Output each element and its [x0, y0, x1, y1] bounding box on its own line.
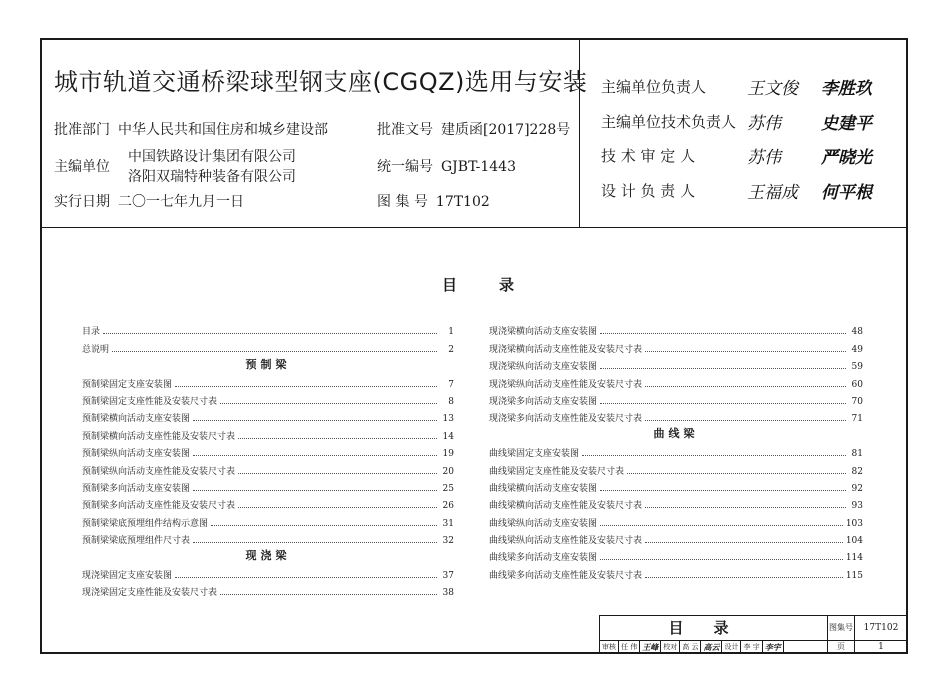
toc-entry-label: 预制梁梁底预埋组件尺寸表 — [82, 536, 191, 547]
toc-entry[interactable] — [489, 407, 863, 424]
toc-entry-label: 目录 — [82, 327, 101, 338]
toc-entry-label: 预制梁多向活动支座安装图 — [82, 483, 191, 494]
approval-doc-value: 建质函[2017]228号 — [441, 122, 571, 138]
toc-entry[interactable] — [82, 494, 454, 511]
toc-leader-dots — [211, 525, 437, 526]
toc-section-heading: 曲线梁 — [653, 427, 699, 441]
editor-unit-2: 洛阳双瑞特种装备有限公司 — [128, 169, 296, 185]
toc-leader-dots — [645, 386, 846, 387]
toc-entry-label: 预制梁多向活动支座性能及安装尺寸表 — [82, 501, 236, 512]
toc-entry-label: 预制梁固定支座安装图 — [82, 379, 173, 390]
toc-entry[interactable] — [82, 424, 454, 441]
toc-entry-label: 预制梁梁底预埋组件结构示意图 — [82, 518, 209, 529]
toc-entry-page: 7 — [448, 379, 454, 390]
toc-leader-dots — [582, 455, 846, 456]
toc-entry-page: 71 — [851, 414, 863, 425]
approval-dept-value: 中华人民共和国住房和城乡建设部 — [118, 122, 328, 138]
toc-leader-dots — [193, 455, 437, 456]
atlas-title: 城市轨道交通桥梁球型钢支座(CGQZ)选用与安装 — [54, 68, 588, 96]
toc-entry-page: 38 — [442, 588, 454, 599]
toc-entry-label: 总说明 — [82, 344, 110, 355]
signature: 苏伟 — [747, 114, 781, 134]
signoff-text: 李 宇 — [741, 641, 762, 653]
toc-entry-label: 曲线梁固定支座安装图 — [489, 449, 580, 460]
toc-entry[interactable] — [489, 529, 863, 546]
toc-entry-label: 现浇梁横向活动支座安装图 — [489, 327, 598, 338]
toc-entry-label: 现浇梁固定支座安装图 — [82, 570, 173, 581]
toc-leader-dots — [600, 403, 846, 404]
toc-entry[interactable] — [489, 511, 863, 528]
toc-entry[interactable] — [489, 546, 863, 563]
toc-entry-page: 49 — [851, 344, 863, 355]
toc-entry[interactable] — [489, 563, 863, 580]
toc-leader-dots — [627, 473, 846, 474]
toc-entry-page: 60 — [851, 379, 863, 390]
toc-entry[interactable] — [82, 529, 454, 546]
approval-dept-label: 批准部门 — [54, 122, 110, 138]
toc-entry-label: 曲线梁纵向活动支座安装图 — [489, 518, 598, 529]
unified-no-value: GJBT-1443 — [441, 159, 516, 175]
signature: 王文俊 — [747, 79, 798, 99]
toc-leader-dots — [600, 368, 846, 369]
toc-entry-label: 预制梁固定支座性能及安装尺寸表 — [82, 396, 218, 407]
toc-leader-dots — [600, 559, 843, 560]
signature: 史建平 — [821, 114, 872, 134]
approval-doc-label: 批准文号 — [377, 122, 433, 138]
title-block-page-label: 页 — [828, 641, 855, 653]
title-block-atlas-label: 图集号 — [828, 616, 855, 641]
toc-entry-page: 26 — [442, 501, 454, 512]
toc-leader-dots — [645, 420, 846, 421]
editor-unit-1: 中国铁路设计集团有限公司 — [128, 149, 296, 165]
drawing-frame — [40, 38, 908, 654]
toc-leader-dots — [645, 351, 846, 352]
toc-entry-label: 预制梁纵向活动支座性能及安装尺寸表 — [82, 466, 236, 477]
effective-date — [54, 191, 244, 211]
toc-section-heading: 现浇梁 — [245, 549, 291, 563]
toc-leader-dots — [645, 577, 843, 578]
toc-entry-page: 92 — [851, 483, 863, 494]
atlas-no-label: 图 集 号 — [377, 194, 428, 210]
title-block — [599, 615, 907, 653]
title-block-atlas-no: 17T102 — [855, 616, 907, 641]
toc-entry-page: 81 — [851, 449, 863, 460]
toc-entry-label: 预制梁纵向活动支座安装图 — [82, 449, 191, 460]
toc-entry-page: 70 — [851, 396, 863, 407]
toc-entry-page: 32 — [442, 536, 454, 547]
toc-entry-page: 115 — [845, 570, 863, 581]
effective-date-value: 二〇一七年九月一日 — [118, 194, 244, 210]
toc-leader-dots — [193, 542, 437, 543]
toc-leader-dots — [175, 577, 437, 578]
toc-entry-label: 现浇梁纵向活动支座性能及安装尺寸表 — [489, 379, 643, 390]
toc-column-right — [489, 320, 863, 581]
toc-leader-dots — [193, 420, 437, 421]
toc-entry-label: 现浇梁多向活动支座性能及安装尺寸表 — [489, 414, 643, 425]
toc-entry-label: 曲线梁纵向活动支座性能及安装尺寸表 — [489, 536, 643, 547]
toc-entry[interactable] — [82, 320, 454, 337]
toc-leader-dots — [112, 351, 437, 352]
toc-entry[interactable] — [82, 581, 454, 598]
signoff-text: 高 云 — [680, 641, 701, 653]
toc-entry[interactable] — [82, 459, 454, 476]
toc-entry[interactable] — [82, 442, 454, 459]
toc-entry-page: 82 — [851, 466, 863, 477]
responsible-role: 主编单位负责人 — [601, 78, 707, 96]
toc-entry-page: 13 — [442, 414, 454, 425]
toc-leader-dots — [193, 490, 437, 491]
toc-column-left — [82, 320, 454, 598]
signoff-text: 审核 — [600, 641, 619, 653]
toc-entry[interactable] — [489, 337, 863, 354]
toc-entry[interactable] — [489, 494, 863, 511]
toc-entry-label: 现浇梁多向活动支座安装图 — [489, 396, 598, 407]
toc-entry-page: 14 — [442, 431, 454, 442]
signature: 李胜玖 — [821, 79, 872, 99]
toc-entry-page: 59 — [851, 362, 863, 373]
signoff-row — [600, 641, 828, 653]
toc-leader-dots — [238, 507, 437, 508]
toc-entry[interactable] — [489, 442, 863, 459]
toc-entry-page: 93 — [851, 501, 863, 512]
toc-entry-label: 曲线梁横向活动支座性能及安装尺寸表 — [489, 501, 643, 512]
toc-entry-page: 19 — [442, 449, 454, 460]
toc-entry[interactable] — [489, 320, 863, 337]
signature: 严晓光 — [821, 148, 872, 168]
toc-leader-dots — [220, 594, 437, 595]
toc-leader-dots — [600, 525, 843, 526]
signoff-text: 任 伟 — [619, 641, 640, 653]
unified-no-label: 统一编号 — [377, 159, 433, 175]
toc-entry-page: 8 — [448, 396, 454, 407]
editor-unit-label: 主编单位 — [54, 159, 110, 175]
toc-entry[interactable] — [82, 390, 454, 407]
signoff-text: 设计 — [722, 641, 741, 653]
toc-entry-label: 现浇梁固定支座性能及安装尺寸表 — [82, 588, 218, 599]
signature: 王福成 — [747, 183, 798, 203]
toc-leader-dots — [600, 490, 846, 491]
toc-entry-page: 25 — [442, 483, 454, 494]
toc-entry[interactable] — [82, 477, 454, 494]
responsible-role: 技 术 审 定 人 — [601, 147, 696, 165]
signoff-text: 校对 — [661, 641, 680, 653]
header-info — [42, 40, 588, 227]
title-block-name: 目录 — [600, 616, 828, 641]
approval-doc — [377, 119, 570, 139]
toc-leader-dots — [645, 542, 843, 543]
toc-leader-dots — [645, 507, 846, 508]
effective-date-label: 实行日期 — [54, 194, 110, 210]
toc-entry-page: 114 — [845, 553, 863, 564]
signoff-signature: 王峰 — [640, 641, 661, 653]
toc-entry-page: 37 — [442, 570, 454, 581]
approval-dept — [54, 119, 328, 139]
toc-entry[interactable] — [82, 407, 454, 424]
toc-entry-label: 现浇梁纵向活动支座安装图 — [489, 362, 598, 373]
toc-leader-dots — [175, 386, 437, 387]
toc-entry-label: 曲线梁多向活动支座性能及安装尺寸表 — [489, 570, 643, 581]
signoff-signature: 高云 — [701, 641, 722, 653]
toc-entry-label: 预制梁横向活动支座性能及安装尺寸表 — [82, 431, 236, 442]
toc-entry[interactable] — [489, 355, 863, 372]
toc-entry[interactable] — [489, 372, 863, 389]
toc-entry-label: 曲线梁固定支座性能及安装尺寸表 — [489, 466, 625, 477]
toc-leader-dots — [600, 333, 846, 334]
toc-entry-page: 2 — [448, 344, 454, 355]
toc-entry-label: 曲线梁横向活动支座安装图 — [489, 483, 598, 494]
toc-entry-page: 31 — [442, 518, 454, 529]
toc-leader-dots — [238, 438, 437, 439]
responsible-role: 设 计 负 责 人 — [601, 182, 696, 200]
toc-entry[interactable] — [489, 390, 863, 407]
toc-entry[interactable] — [82, 511, 454, 528]
toc-section-heading: 预制梁 — [245, 357, 291, 371]
atlas-no — [377, 191, 490, 211]
toc-title: 目录 — [442, 276, 557, 294]
atlas-no-value: 17T102 — [435, 194, 490, 210]
toc-entry-label: 现浇梁横向活动支座性能及安装尺寸表 — [489, 344, 643, 355]
signoff-signature: 李宇 — [763, 641, 784, 653]
toc-entry[interactable] — [82, 337, 454, 354]
toc-entry[interactable] — [489, 459, 863, 476]
toc-leader-dots — [238, 473, 437, 474]
toc-leader-dots — [103, 333, 437, 334]
responsibles-block — [579, 40, 906, 227]
toc-entry-page: 104 — [845, 536, 863, 547]
toc-entry[interactable] — [82, 372, 454, 389]
toc-leader-dots — [220, 403, 437, 404]
toc-entry-page: 20 — [442, 466, 454, 477]
signature: 何平根 — [821, 183, 872, 203]
toc-entry-label: 曲线梁多向活动支座安装图 — [489, 553, 598, 564]
toc-entry-page: 1 — [448, 327, 454, 338]
toc-entry-page: 103 — [845, 518, 863, 529]
unified-no — [377, 156, 516, 176]
title-block-page: 1 — [878, 642, 884, 652]
toc-entry[interactable] — [82, 563, 454, 580]
responsible-role: 主编单位技术负责人 — [601, 113, 737, 131]
toc-entry-page: 48 — [851, 327, 863, 338]
signature: 苏伟 — [747, 148, 781, 168]
toc-entry-label: 预制梁横向活动支座安装图 — [82, 414, 191, 425]
header-block — [42, 40, 906, 228]
toc-entry[interactable] — [489, 477, 863, 494]
